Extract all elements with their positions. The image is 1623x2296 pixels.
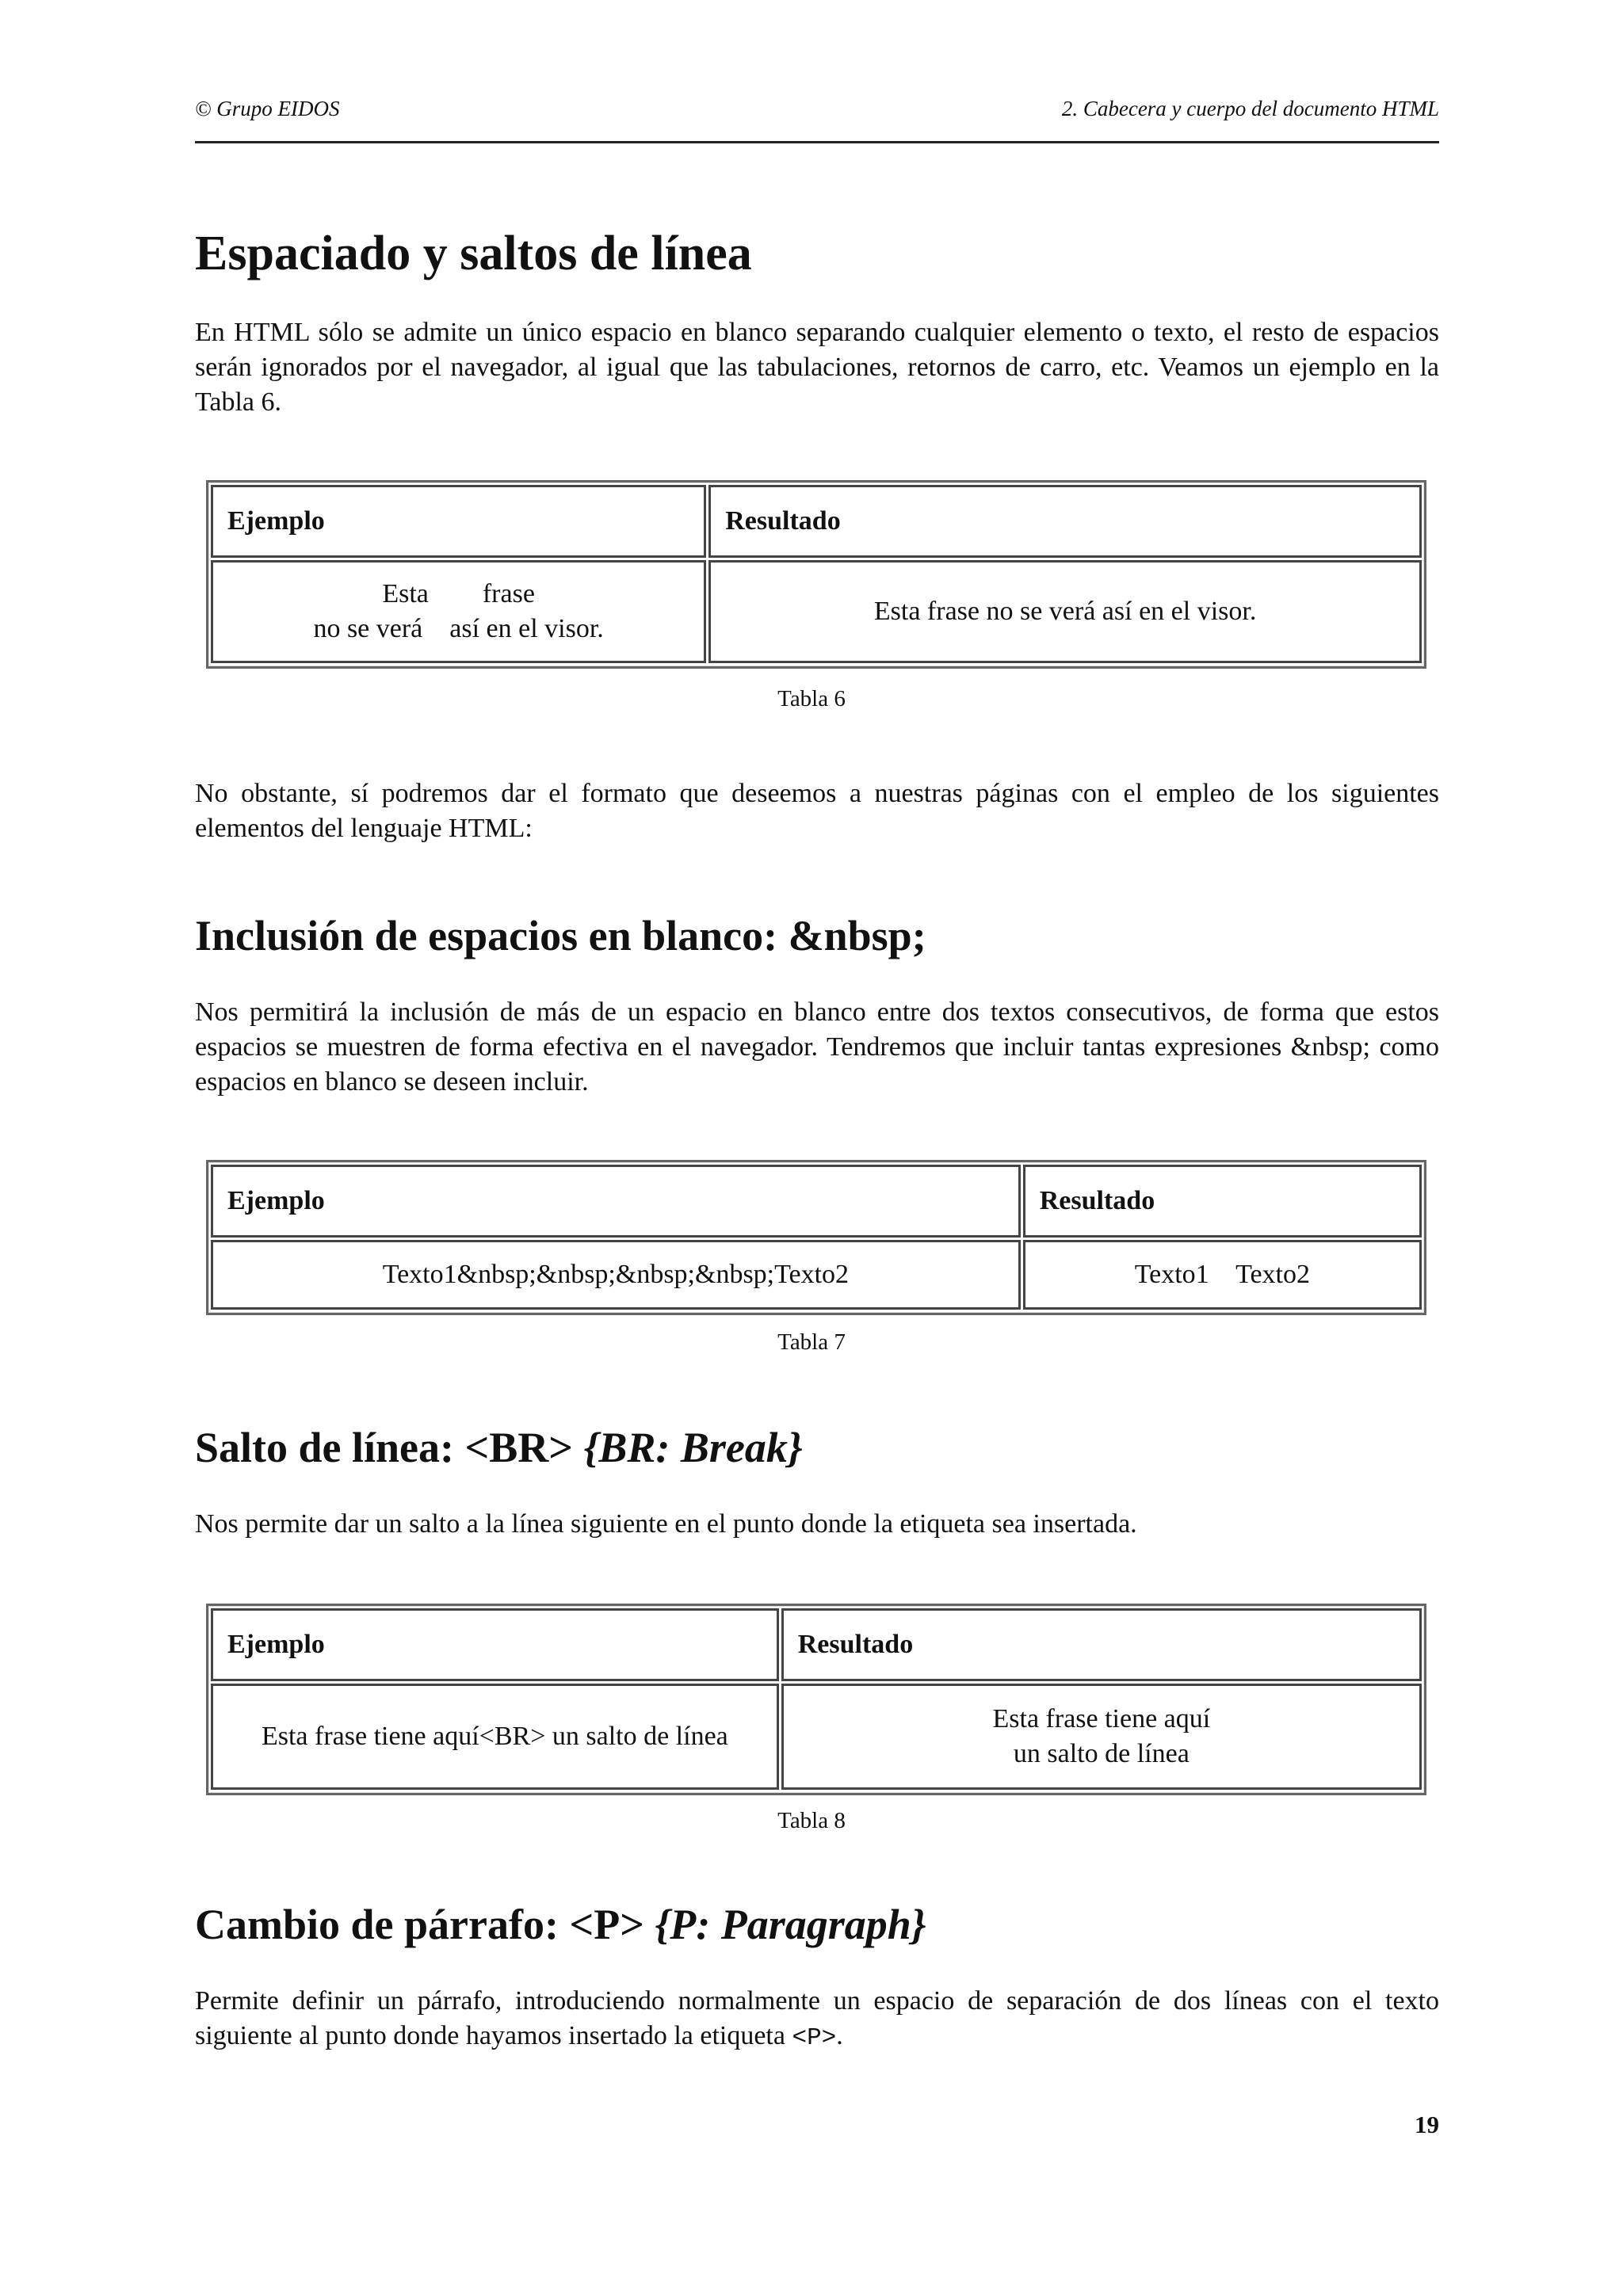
br-paragraph: Nos permite dar un salto a la línea siguiente en el punto donde la etiqueta sea insertada. [195, 1509, 1137, 1539]
section-title-nbsp: Inclusión de espacios en blanco: &nbsp; [195, 912, 926, 959]
header-right-text: 2. Cabecera y cuerpo del documento HTML [1061, 97, 1439, 120]
table-6-header-result: Resultado [708, 485, 1422, 558]
spacing-paragraph: En HTML sólo se admite un único espacio en blanco separando cualquier elemento o texto, el resto de espacios serán ignorados por el navegador, al igual que las tabulaciones, retornos de carro, etc. Veamos un ejemplo en la Tabla 6. [195, 318, 1439, 417]
p-paragraph [195, 1984, 1439, 2056]
page-number: 19 [1415, 2111, 1439, 2138]
p-title-prefix: Cambio de párrafo: <P> [195, 1901, 655, 1948]
p-paragraph-end: . [836, 2021, 843, 2050]
table-8-result-line-1: Esta frase tiene aquí [992, 1704, 1211, 1733]
table-8-caption: Tabla 8 [777, 1808, 846, 1833]
table-8-example-cell: Esta frase tiene aquí<BR> un salto de línea [211, 1684, 779, 1790]
table-6 [206, 480, 1426, 669]
table-7-caption: Tabla 7 [777, 1329, 846, 1355]
table-6-example-cell [211, 560, 706, 663]
table-6-header-example: Ejemplo [211, 485, 706, 558]
table-6-caption: Tabla 6 [777, 686, 846, 711]
table-8-result-cell [781, 1684, 1422, 1790]
table-8-result-line-2: un salto de línea [1013, 1739, 1190, 1768]
table-6-example-line-1: Esta frase [382, 579, 535, 608]
after-spacing-paragraph: No obstante, sí podremos dar el formato que deseemos a nuestras páginas con el empleo de los siguientes elementos del lenguaje HTML: [195, 779, 1439, 843]
table-6-example-line-2: no se verá así en el visor. [313, 614, 604, 643]
table-8 [206, 1604, 1426, 1795]
table-7-header-example: Ejemplo [211, 1165, 1021, 1238]
table-8-header-result: Resultado [781, 1608, 1422, 1681]
table-7-header-result: Resultado [1023, 1165, 1422, 1238]
br-title-italic: {BR: Break} [583, 1424, 803, 1471]
table-8-header-example: Ejemplo [211, 1608, 779, 1681]
br-title-prefix: Salto de línea: <BR> [195, 1424, 584, 1471]
p-title-italic: {P: Paragraph} [655, 1901, 926, 1948]
section-title-br [195, 1425, 1439, 1471]
table-7-result-cell: Texto1 Texto2 [1023, 1240, 1422, 1310]
table-7-example-cell: Texto1&nbsp;&nbsp;&nbsp;&nbsp;Texto2 [211, 1240, 1021, 1310]
p-paragraph-code: <P> [792, 2024, 837, 2052]
running-header [195, 93, 1439, 143]
section-title-p [195, 1901, 1439, 1948]
table-6-result-cell: Esta frase no se verá así en el visor. [708, 560, 1422, 663]
nbsp-paragraph: Nos permitirá la inclusión de más de un espacio en blanco entre dos textos consecutivos, de forma que estos espacios se muestren de forma efectiva en el navegador. Tendremos que incluir tantas expresiones &nbsp; como espacios en blanco se deseen incluir. [195, 997, 1439, 1097]
table-7 [206, 1160, 1426, 1315]
section-title-spacing: Espaciado y saltos de línea [195, 227, 752, 280]
p-paragraph-text: Permite definir un párrafo, introduciendo normalmente un espacio de separación de dos líneas con el texto siguiente al punto donde hayamos insertado la etiqueta [195, 1986, 1439, 2050]
header-left-text: © Grupo EIDOS [195, 97, 340, 120]
